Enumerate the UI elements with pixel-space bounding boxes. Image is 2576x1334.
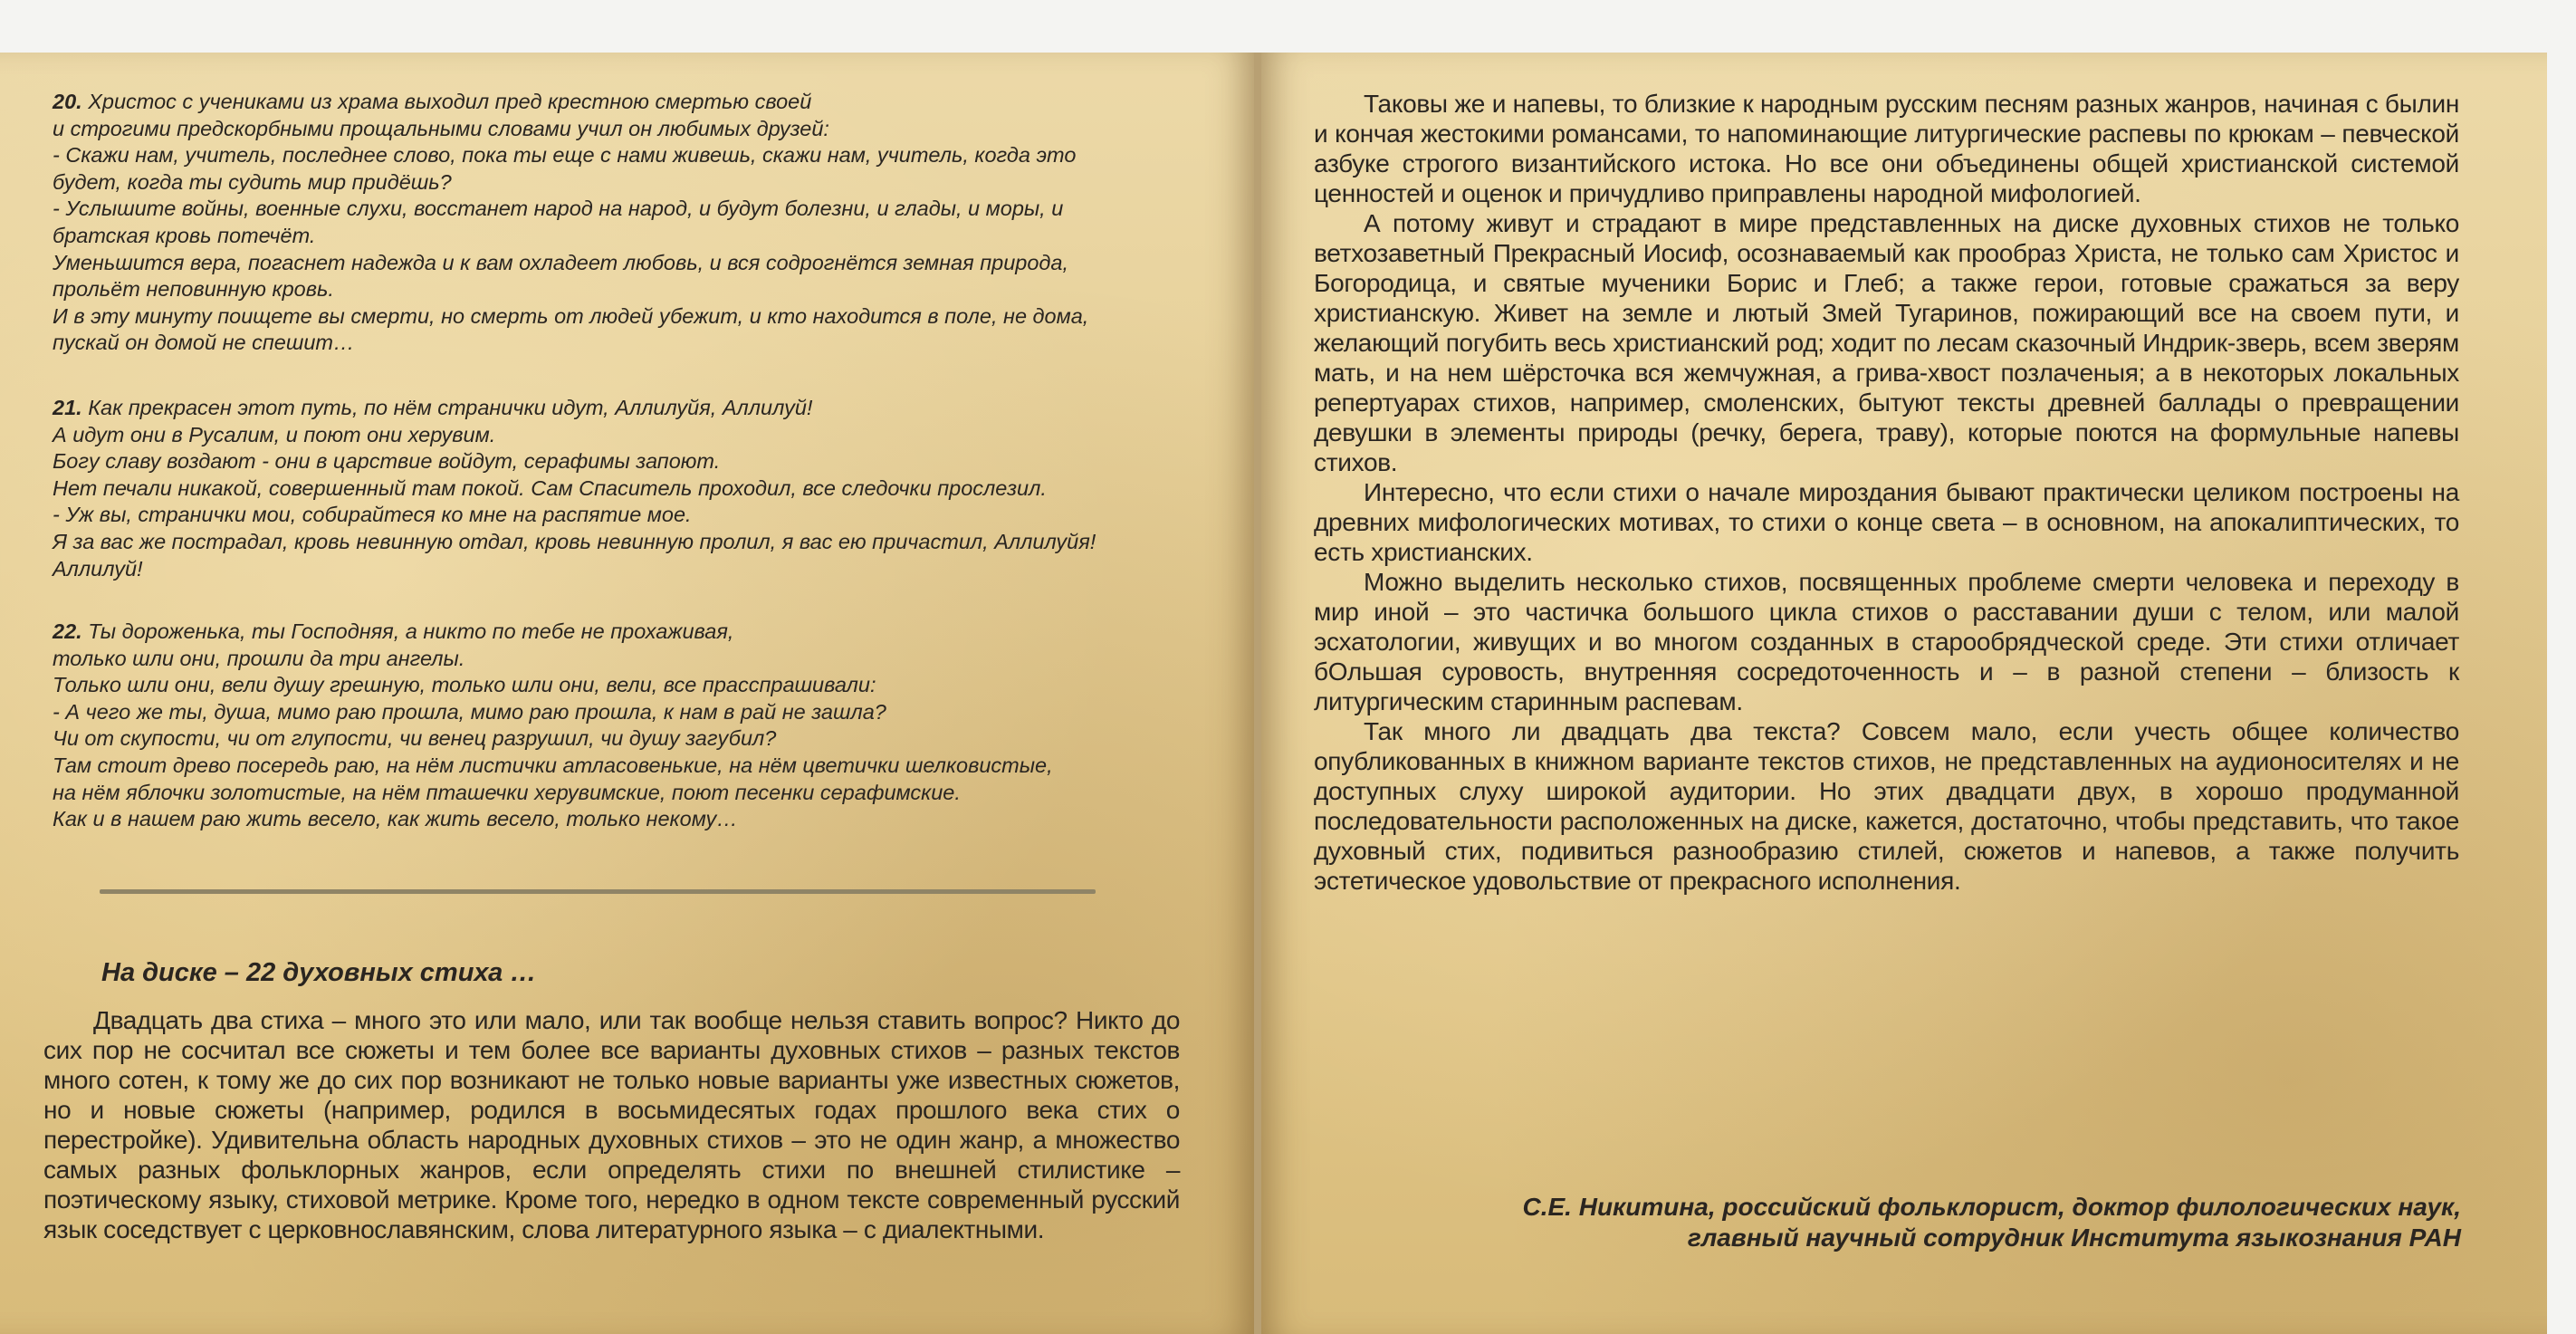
left-prose — [43, 1005, 1180, 1244]
poem-line: Богу славу воздают - они в царствие войдут, серафимы запоют. — [53, 449, 721, 474]
poem-line: - Услышите войны, военные слухи, восстанет народ на народ, и будут болезни, и глады, и моры, и — [53, 197, 1064, 221]
poem-number: 22. — [53, 619, 82, 643]
poem-line: Аллилуй! — [53, 556, 143, 581]
paragraph: Двадцать два стиха – много это или мало, или так вообще нельзя ставить вопрос? Никто до сих пор не сосчитал все сюжеты и тем более все варианты духовных стихов – разных текстов много сотен, к тому же до сих пор возникают не только новые варианты уже известных сюжетов, но и новые сюжеты (например, родился в восьмидесятых годах прошлого века стих о перестройке). Удивительна область народных духовных стихов – это не один жанр, а множество самых разных фольклорных жанров, если определять стихи по внешней стилистике – поэтическому языку, стиховой метрике. Кроме того, нередко в одном тексте современный русский язык соседствует с церковнославянским, слова литературного языка – с диалектными. — [43, 1006, 1180, 1243]
author-signature — [1523, 1192, 2462, 1253]
left-page — [0, 53, 1254, 1334]
poem-line: пускай он домой не спешит… — [53, 331, 355, 355]
paragraph: А потому живут и страдают в мире представленных на диске духовных стихов не только ветхозаветный Прекрасный Иосиф, осознаваемый как прообраз Христа, не только сам Христос и Богородица, и святые мученики Борис и Глеб; а также герои, готовые сражаться за веру христианскую. Живет на земле и лютый Змей Тугаринов, пожирающий все на своем пути, и желающий погубить весь христианский род; ходит по лесам сказочный Индрик-зверь, всем зверям мать, и на нем шёрсточка вся жемчужная, а грива-хвост позлаченыя; а в некоторых локальных репертуарах стихов, например, смоленских, бытуют тексты древней баллады о превращении девушки в элементы природы (речку, берега, траву), которые поются на формульные напевы стихов. — [1314, 209, 2459, 476]
poem-line: 22. Ты дороженька, ты Господняя, а никто по тебе не прохаживая, — [53, 619, 734, 643]
poem-number: 21. — [53, 396, 82, 419]
signature-line-1: С.Е. Никитина, российский фольклорист, доктор филологических наук, — [1522, 1193, 2461, 1221]
paragraph: Таковы же и напевы, то близкие к народным русским песням разных жанров, начиная с былин и кончая жестокими романсами, то напоминающие литургические распевы по крюкам – певческой азбуке строгого византийского истока. Но все они объединены общей христианской системой ценностей и оценок и причудливо приправлены народной мифологией. — [1314, 90, 2459, 207]
poem-line: Нет печали никакой, совершенный там покой. Сам Спаситель проходил, все следочки прослезил. — [53, 475, 1047, 500]
poem-line: - Уж вы, странички мои, собирайтеся ко мне на распятие мое. — [53, 503, 692, 527]
poem-line: будет, когда ты судить мир придёшь? — [53, 169, 452, 194]
poem-22 — [53, 619, 1211, 833]
poem-line: А идут они в Русалим, и поют они херувим. — [53, 422, 496, 446]
poem-line: Там стоит древо посередь раю, на нём листички атласовенькие, на нём цветички шелковистые, — [53, 753, 1053, 777]
poem-line: Уменьшится вера, погаснет надежда и к вам охладеет любовь, и вся содрогнётся земная природа, — [53, 250, 1068, 274]
section-heading: На диске – 22 духовных стиха … — [101, 958, 537, 987]
poem-line: Как и в нашем раю жить весело, как жить весело, только некому… — [53, 807, 738, 831]
poem-21 — [53, 395, 1211, 582]
book-spine — [1254, 53, 1261, 1334]
poem-line: только шли они, прошли да три ангелы. — [53, 646, 465, 670]
section-divider — [100, 889, 1096, 894]
poem-line: братская кровь потечёт. — [53, 223, 316, 247]
paragraph: Можно выделить несколько стихов, посвященных проблеме смерти человека и переходу в мир иной – это частичка большого цикла стихов о расставании души с телом, или малой эсхатологии, живущих и во многом созданных в старообрядческой среде. Эти стихи отличает бОльшая суровость, внутренняя сосредоточенность и – в разной степени – близость к литургическим старинным распевам. — [1314, 568, 2459, 715]
poem-line: 21. Как прекрасен этот путь, по нём странички идут, Аллилуйя, Аллилуй! — [53, 396, 813, 419]
paragraph: Интересно, что если стихи о начале мироздания бывают практически целиком построены на древних мифологических мотивах, то стихи о конце света – в основном, на апокалиптических, то есть христианских. — [1314, 478, 2459, 566]
poem-line: 20. Христос с учениками из храма выходил пред крестною смертью своей — [53, 90, 812, 113]
poem-line: - Скажи нам, учитель, последнее слово, пока ты еще с нами живешь, скажи нам, учитель, когда это — [53, 143, 1077, 168]
paragraph: Так много ли двадцать два текста? Совсем мало, если учесть общее количество опубликованных в книжном варианте текстов стихов, не представленных на аудионосителях и не доступных слуху широкой аудитории. Но этих двадцати двух, в хорошо продуманной последовательности расположенных на диске, кажется, достаточно, чтобы представить, что такое духовный стих, подивиться разнообразию стилей, сюжетов и напевов, а также получить эстетическое удовольствие от прекрасного исполнения. — [1314, 717, 2459, 895]
right-prose — [1314, 89, 2459, 896]
poem-line: Только шли они, вели душу грешную, только шли они, вели, все прасспрашивали: — [53, 673, 876, 697]
poem-number: 20. — [53, 90, 82, 113]
poem-line: на нём яблочки золотистые, на нём пташечки херувимские, поют песенки серафимские. — [53, 780, 961, 804]
poem-line: - А чего же ты, душа, мимо раю прошла, мимо раю прошла, к нам в рай не зашла? — [53, 699, 886, 724]
signature-line-2: главный научный сотрудник Института языкознания РАН — [1687, 1224, 2461, 1252]
poem-line: и строгими предскорбными прощальными словами учил он любимых друзей: — [53, 116, 829, 140]
poem-line: Чи от скупости, чи от глупости, чи венец разрушил, чи душу загубил? — [53, 726, 777, 751]
right-page — [1261, 53, 2547, 1334]
poem-line: И в эту минуту поищете вы смерти, но смерть от людей убежит, и кто находится в поле, не дома, — [53, 303, 1089, 328]
poem-20 — [53, 89, 1211, 357]
poem-line: прольёт неповинную кровь. — [53, 277, 334, 302]
poem-line: Я за вас же пострадал, кровь невинную отдал, кровь невинную пролил, я вас ею причастил, Аллилуйя! — [53, 529, 1096, 553]
